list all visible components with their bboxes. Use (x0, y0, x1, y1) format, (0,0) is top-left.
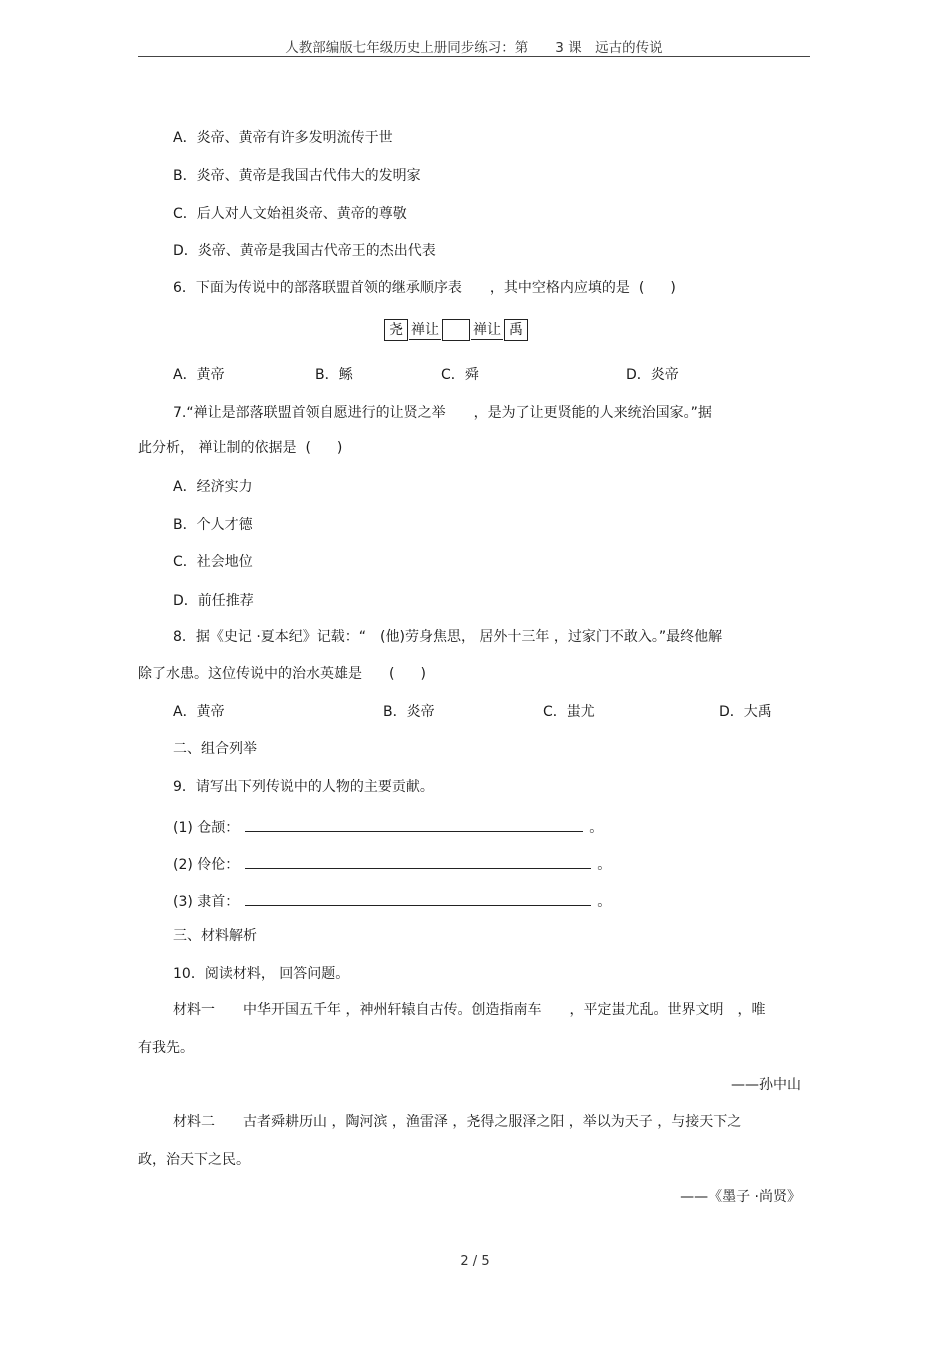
q7-option-b: B．个人才德 (173, 517, 253, 533)
q8-line1: 8．据《史记 ·夏本纪》记载：“ (他)劳身焦思， 居外十三年 ，过家门不敢入。”最终他解 (173, 629, 723, 645)
q6-option-c: C．舜 (441, 367, 479, 383)
page-number: 2 / 5 (460, 1254, 490, 1269)
q8-option-c: C．蚩尤 (543, 704, 595, 720)
material-2-source: ——《墨子 ·尚贤》 (680, 1189, 801, 1205)
q9-item-1-end: 。 (589, 820, 604, 836)
q6-answer-paren: ( ) (638, 280, 676, 296)
section-heading-3: 三、材料解析 (173, 928, 257, 944)
seq-link-2: 禅让 (473, 321, 501, 338)
q5-option-a: A．炎帝、黄帝有许多发明流传于世 (173, 130, 393, 146)
q8-line2-text: 除了水患。这位传说中的治水英雄是 (138, 666, 362, 682)
material-1-line2: 有我先。 (138, 1040, 194, 1056)
material-1-line1: 材料一 中华开国五千年 ，神州轩辕自古传。创造指南车 ，平定蚩尤乱。世界文明 ，唯 (173, 1002, 766, 1018)
q5-option-b: B．炎帝、黄帝是我国古代伟大的发明家 (173, 168, 421, 184)
header-rule (138, 56, 810, 57)
page-header: 人教部编版七年级历史上册同步练习：第 3 课 远古的传说 (285, 40, 663, 56)
material-2-line1: 材料二 古者舜耕历山 ，陶河滨 ，渔雷泽 ，尧得之服泽之阳 ，举以为天子 ，与接天下之 (173, 1114, 742, 1130)
q7-option-a: A．经济实力 (173, 479, 253, 495)
q9-answer-blank-3[interactable] (245, 889, 591, 906)
seq-box-yao: 尧 (384, 319, 408, 341)
q6-stem-text: 6．下面为传说中的部落联盟首领的继承顺序表 ，其中空格内应填的是 (173, 280, 630, 296)
q7-line2 (138, 437, 347, 457)
q8-option-b: B．炎帝 (383, 704, 435, 720)
q9-item-2-end: 。 (597, 857, 612, 873)
q9-stem: 9．请写出下列传说中的人物的主要贡献。 (173, 779, 434, 795)
q8-line2 (138, 663, 430, 683)
q8-option-d: D．大禹 (719, 704, 772, 720)
q6-option-d: D．炎帝 (626, 367, 679, 383)
q10-stem: 10．阅读材料， 回答问题。 (173, 966, 350, 982)
q9-item-1-label: (1) 仓颉： (173, 820, 240, 836)
seq-link-1: 禅让 (411, 321, 439, 338)
q7-answer-paren: ( ) (305, 440, 343, 456)
q5-option-d: D．炎帝、黄帝是我国古代帝王的杰出代表 (173, 243, 436, 259)
q7-line1: 7.“禅让是部落联盟首领自愿进行的让贤之举 ，是为了让更贤能的人来统治国家。”据 (173, 405, 712, 421)
material-1-source: ——孙中山 (731, 1077, 801, 1093)
q9-item-3-end: 。 (597, 894, 612, 910)
q7-option-d: D．前任推荐 (173, 593, 254, 609)
q9-item-2-label: (2) 伶伦： (173, 857, 240, 873)
q9-item-2 (173, 852, 611, 874)
q6-stem (173, 277, 680, 297)
q6-option-a: A．黄帝 (173, 367, 225, 383)
q7-line2-text: 此分析， 禅让制的依据是 (138, 440, 297, 456)
q9-answer-blank-2[interactable] (245, 852, 591, 869)
q9-item-1 (173, 815, 603, 837)
q6-option-b: B．鲧 (315, 367, 353, 383)
material-2-line2: 政，治天下之民。 (138, 1152, 250, 1168)
q9-item-3 (173, 889, 611, 911)
seq-box-blank (442, 319, 470, 341)
q8-option-a: A．黄帝 (173, 704, 225, 720)
q8-answer-paren: ( ) (388, 666, 426, 682)
section-heading-2: 二、组合列举 (173, 741, 257, 757)
q9-item-3-label: (3) 隶首： (173, 894, 240, 910)
q7-option-c: C．社会地位 (173, 554, 253, 570)
seq-box-yu: 禹 (504, 319, 528, 341)
q5-option-c: C．后人对人文始祖炎帝、黄帝的尊敬 (173, 206, 407, 222)
succession-sequence (384, 318, 528, 342)
q9-answer-blank-1[interactable] (245, 815, 583, 832)
